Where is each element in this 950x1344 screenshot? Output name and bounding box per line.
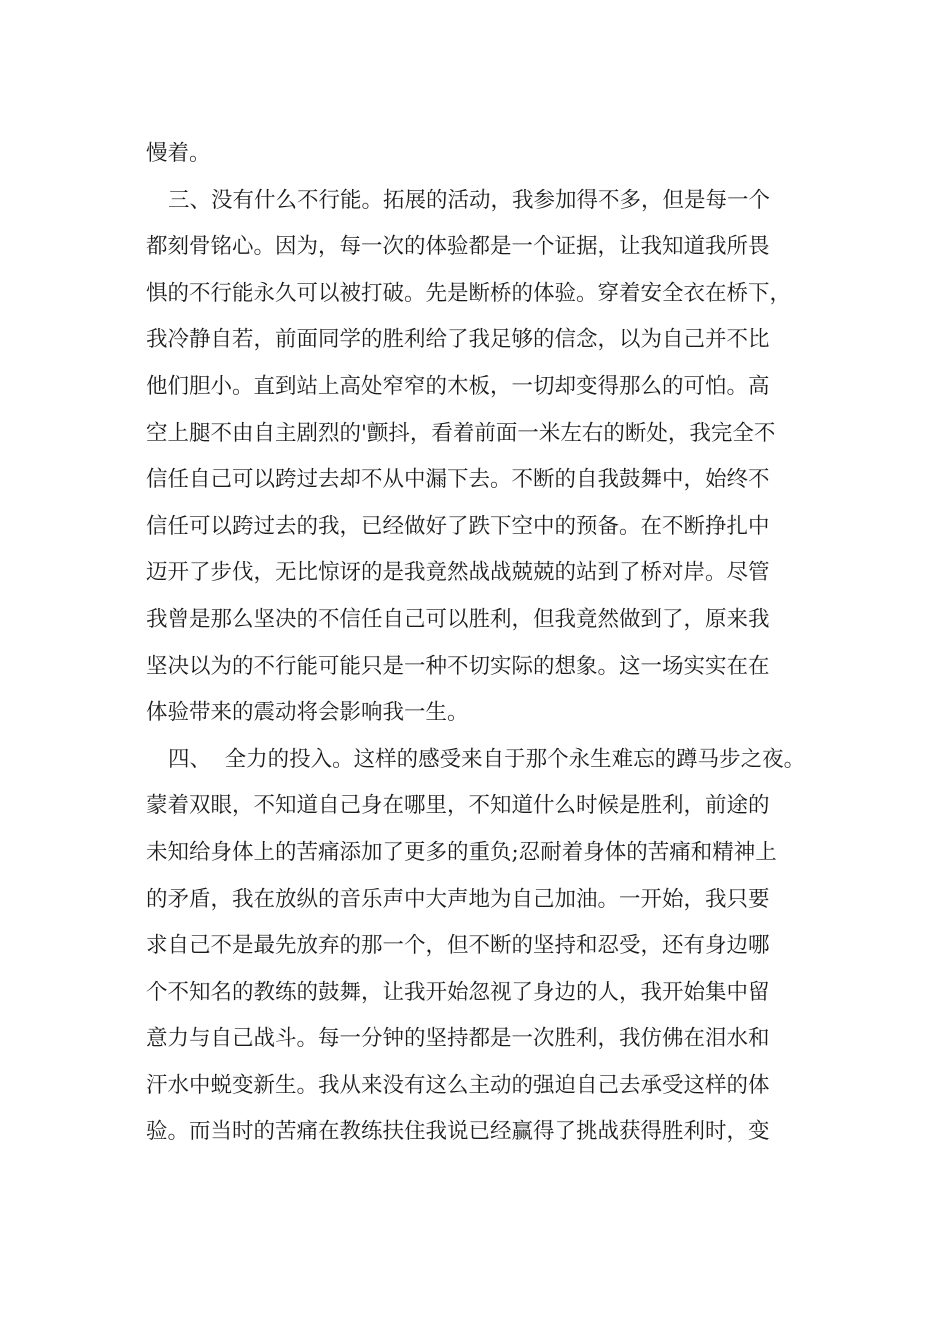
text-line: 信任可以跨过去的我，已经做好了跌下空中的预备。在不断挣扎中 [146, 513, 770, 539]
text-line: 体验带来的震动将会影响我一生。 [146, 700, 469, 726]
text-line: 我冷静自若，前面同学的胜利给了我足够的信念，以为自己并不比 [146, 327, 770, 353]
text-line: 蒙着双眼，不知道自己身在哪里，不知道什么时候是胜利，前途的 [146, 793, 770, 819]
text-line: 求自己不是最先放弃的那一个，但不断的坚持和忍受，还有身边哪 [146, 933, 770, 959]
text-line: 空上腿不由自主剧烈的'颤抖，看着前面一米左右的断处，我完全不 [146, 420, 776, 446]
text-line: 慢着。 [146, 141, 211, 166]
text-line: 未知给身体上的苦痛添加了更多的重负;忍耐着身体的苦痛和精神上 [146, 839, 777, 865]
text-line: 的矛盾，我在放纵的音乐声中大声地为自己加油。一开始，我只要 [146, 886, 770, 912]
text-line: 验。而当时的苦痛在教练扶住我说已经赢得了挑战获得胜利时，变 [146, 1119, 770, 1145]
text-line: 意力与自己战斗。每一分钟的坚持都是一次胜利，我仿佛在泪水和 [146, 1026, 770, 1052]
text-line: 信任自己可以跨过去却不从中漏下去。不断的自我鼓舞中，始终不 [146, 467, 770, 493]
text-line: 汗水中蜕变新生。我从来没有这么主动的强迫自己去承受这样的体 [146, 1072, 770, 1098]
text-line: 坚决以为的不行能可能只是一种不切实际的想象。这一场实实在在 [146, 653, 770, 679]
text-line: 都刻骨铭心。因为，每一次的体验都是一个证据，让我知道我所畏 [146, 234, 770, 260]
text-line: 个不知名的教练的鼓舞，让我开始忽视了身边的人，我开始集中留 [146, 979, 770, 1005]
section-heading-line: 三、没有什么不行能。拓展的活动，我参加得不多，但是每一个 [168, 187, 771, 213]
text-line: 我曾是那么坚决的不信任自己可以胜利，但我竟然做到了，原来我 [146, 606, 770, 632]
section-heading-line: 四、 全力的投入。这样的感受来自于那个永生难忘的蹲马步之夜。 [168, 746, 806, 772]
text-line: 他们胆小。直到站上高处窄窄的木板，一切却变得那么的可怕。高 [146, 373, 770, 399]
text-line: 惧的不行能永久可以被打破。先是断桥的体验。穿着安全衣在桥下， [146, 280, 792, 306]
body-text [146, 131, 816, 1156]
text-line: 迈开了步伐，无比惊讶的是我竟然战战兢兢的站到了桥对岸。尽管 [146, 560, 770, 586]
